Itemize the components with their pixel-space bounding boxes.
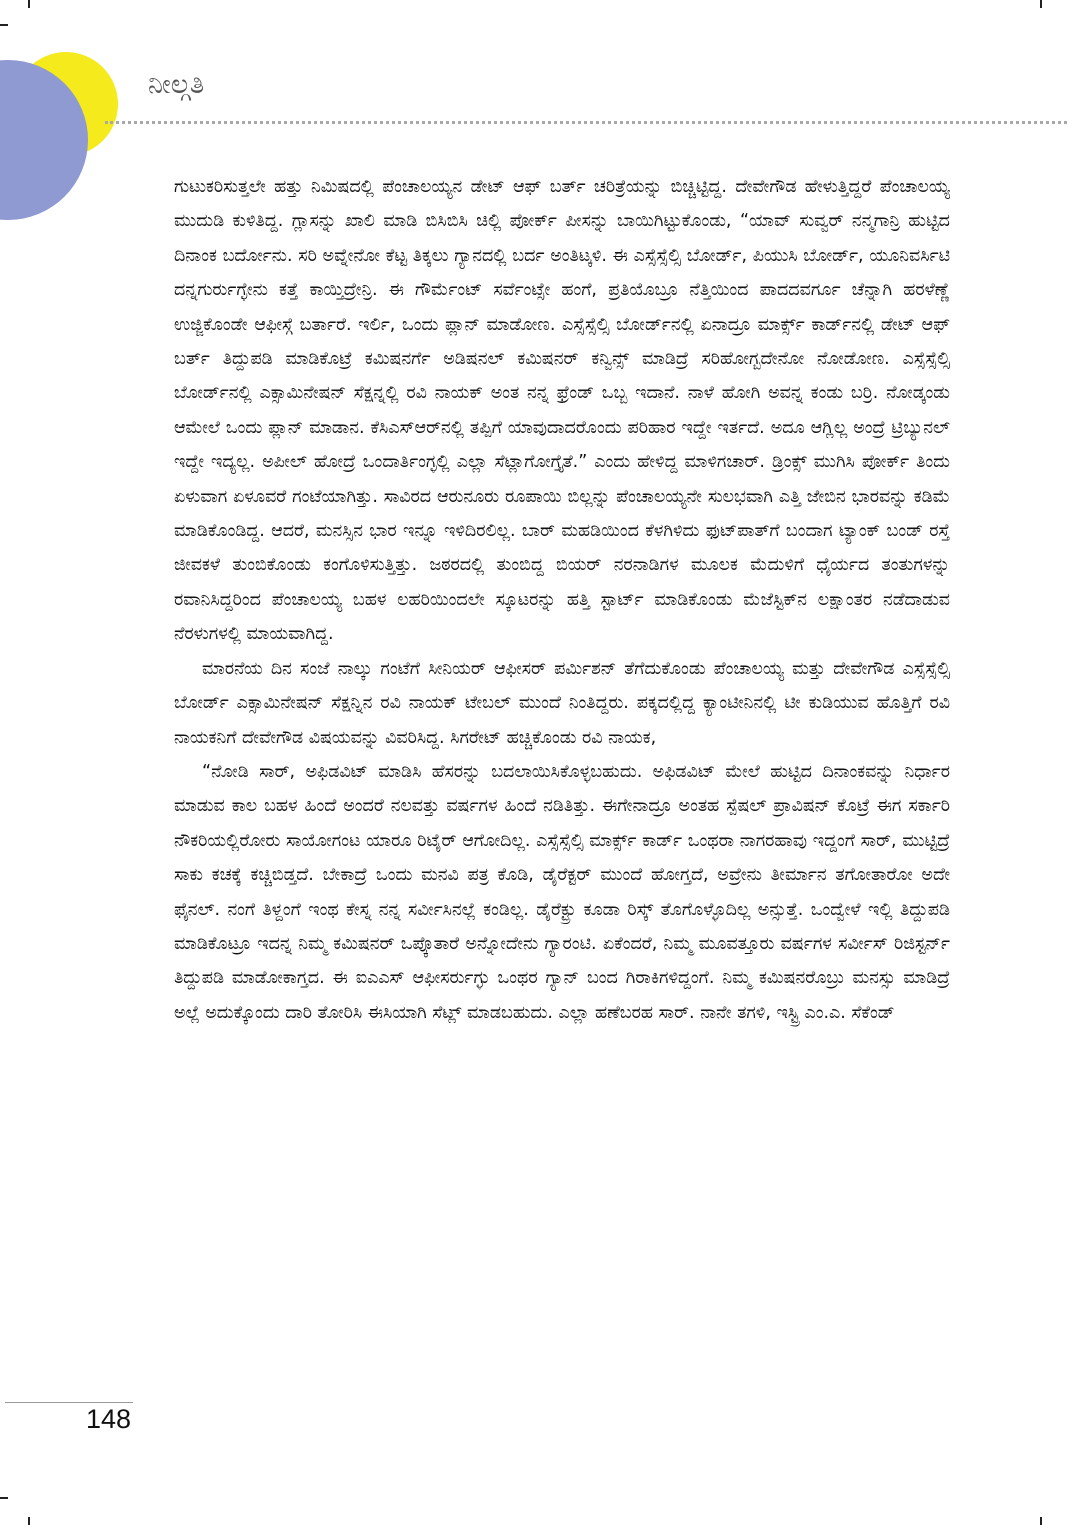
paragraph: “ನೋಡಿ ಸಾರ್, ಅಫಿಡವಿಟ್ ಮಾಡಿಸಿ ಹೆಸರನ್ನು ಬದಲಾಯಿಸಿಕೊಳ್ಳಬಹುದು. ಅಫಿಡವಿಟ್ ಮೇಲೆ ಹುಟ್ಟಿದ ದಿನಾಂಕವನ್ನು ನಿರ್ಧಾರ ಮಾಡುವ ಕಾಲ ಬಹಳ ಹಿಂದೆ ಅಂದರೆ ನಲವತ್ತು ವರ್ಷಗಳ ಹಿಂದೆ ನಡಿತಿತ್ತು. ಈಗೇನಾದ್ರೂ ಅಂತಹ ಸ್ಪೆಷಲ್ ಪ್ರಾವಿಷನ್ ಕೊಟ್ರೆ ಈಗ ಸರ್ಕಾರಿ ನೌಕರಿಯಲ್ಲಿರೋರು ಸಾಯೋಗಂಟ ಯಾರೂ ರಿಟೈರ್ ಆಗೋದಿಲ್ಲ. ಎಸ್ಸೆಸ್ಸೆಲ್ಸಿ ಮಾರ್ಕ್ಸ್ ಕಾರ್ಡ್ ಒಂಥರಾ ನಾಗರಹಾವು ಇದ್ದಂಗೆ ಸಾರ್, ಮುಟ್ಟಿದ್ರೆ ಸಾಕು ಕಚಕ್ಕೆ ಕಚ್ಚಿಬಿಡ್ತದೆ. ಬೇಕಾದ್ರೆ ಒಂದು ಮನವಿ ಪತ್ರ ಕೊಡಿ, ಡೈರೆಕ್ಟರ್ ಮುಂದೆ ಹೋಗ್ತದೆ, ಅವ್ರೇನು ತೀರ್ಮಾನ ತಗೋತಾರೋ ಅದೇ ಫೈನಲ್. ನಂಗೆ ತಿಳ್ದಂಗೆ ಇಂಥ ಕೇಸ್ನ ನನ್ನ ಸರ್ವೀಸಿನಲ್ಲೆ ಕಂಡಿಲ್ಲ. ಡೈರೆಕ್ಟ್ರು ಕೂಡಾ ರಿಸ್ಕ್ ತೊಗೊಳ್ಳೊದಿಲ್ಲ ಅನ್ಸುತ್ತೆ. ಒಂದ್ವೇಳೆ ಇಲ್ಲಿ ತಿದ್ದುಪಡಿ ಮಾಡಿಕೊಟ್ರೂ ಇದನ್ನ ನಿಮ್ಮ ಕಮಿಷನರ್ ಒಪ್ಕೊತಾರೆ ಅನ್ನೋದೇನು ಗ್ಯಾರಂಟಿ. ಏಕೆಂದರೆ, ನಿಮ್ಮ ಮೂವತ್ತೂರು ವರ್ಷಗಳ ಸರ್ವೀಸ್ ರಿಜಿಸ್ಟರ್ನ್ ತಿದ್ದುಪಡಿ ಮಾಡೋಕಾಗ್ತದ. ಈ ಐಎಎಸ್ ಆಫೀಸರ್ರುಗ್ಳು ಒಂಥರ ಗ್ಯಾನ್ ಬಂದ ಗಿರಾಕಿಗಳಿದ್ದಂಗೆ. ನಿಮ್ಮ ಕಮಿಷನರೊಬ್ರು ಮನಸ್ಸು ಮಾಡಿದ್ರೆ ಅಲ್ಲೆ ಅದುಕ್ಕೊಂದು ದಾರಿ ತೋರಿಸಿ ಈಸಿಯಾಗಿ ಸೆಟ್ಲ್ ಮಾಡಬಹುದು. ಎಲ್ಲಾ ಹಣೆಬರಹ ಸಾರ್. ನಾನೇ ತಗಳಿ, ಇಸ್ಟ್ರಿ ಎಂ.ಎ. ಸೆಕೆಂಡ್ xyxy=(174,761,950,1023)
header-dotted-rule xyxy=(105,121,1067,124)
crop-mark xyxy=(28,1517,30,1525)
crop-mark xyxy=(1040,0,1042,8)
body-text xyxy=(174,170,950,1385)
paragraph: ಗುಟುಕರಿಸುತ್ತಲೇ ಹತ್ತು ನಿಮಿಷದಲ್ಲಿ ಪೆಂಚಾಲಯ್ಯನ ಡೇಟ್ ಆಫ್ ಬರ್ತ್ ಚರಿತ್ರೆಯನ್ನು ಬಿಚ್ಚಿಟ್ಟಿದ್ದ. ದೇವೇಗೌಡ ಹೇಳುತ್ತಿದ್ದರೆ ಪೆಂಚಾಲಯ್ಯ ಮುದುಡಿ ಕುಳಿತಿದ್ದ. ಗ್ಲಾಸನ್ನು ಖಾಲಿ ಮಾಡಿ ಬಿಸಿಬಿಸಿ ಚಿಲ್ಲಿ ಪೋರ್ಕ್ ಪೀಸನ್ನು ಬಾಯಿಗಿಟ್ಟುಕೊಂಡು, “ಯಾವ್ ಸುವ್ವರ್ ನನ್ಮಗಾನ್ರಿ ಹುಟ್ಟಿದ ದಿನಾಂಕ ಬರ್ದೋನು. ಸರಿ ಅವ್ನೇನೋ ಕೆಟ್ಟ ತಿಕ್ಕಲು ಗ್ಯಾನದಲ್ಲಿ ಬರ್ದ ಅಂತಿಟ್ಕಳಿ. ಈ ಎಸ್ಸೆಸ್ಸೆಲ್ಸಿ ಬೋರ್ಡ್, ಪಿಯುಸಿ ಬೋರ್ಡ್, ಯೂನಿವರ್ಸಿಟಿ ದನ್ನಗುರ್ರುಗ್ಳೇನು ಕತ್ತೆ ಕಾಯ್ತಿದ್ರೇನ್ರಿ. ಈ ಗೌರ್ಮೆಂಟ್ ಸರ್ವೆಂಟ್ಸೇ ಹಂಗೆ, ಪ್ರತಿಯೊಬ್ರೂ ನೆತ್ತಿಯಿಂದ ಪಾದದವರ್ಗೂ ಚೆನ್ನಾಗಿ ಹರಳೆಣ್ಣೆ ಉಜ್ಜಿಕೊಂಡೇ ಆಫೀಸ್ಗೆ ಬರ್ತಾರೆ. ಇರ್ಲಿ, ಒಂದು ಪ್ಲಾನ್ ಮಾಡೋಣ. ಎಸ್ಸೆಸ್ಸೆಲ್ಸಿ ಬೋರ್ಡ್‌ನಲ್ಲಿ ಏನಾದ್ರೂ ಮಾರ್ಕ್ಸ್ ಕಾರ್ಡ್‌ನಲ್ಲಿ ಡೇಟ್ ಆಫ್ ಬರ್ತ್ ತಿದ್ದುಪಡಿ ಮಾಡಿಕೊಟ್ರೆ ಕಮಿಷನರ್ಗೆ ಅಡಿಷನಲ್ ಕಮಿಷನರ್ ಕನ್ವಿನ್ಸ್ ಮಾಡಿದ್ರೆ ಸರಿಹೋಗ್ಬದೇನೋ ನೋಡೋಣ. ಎಸ್ಸೆಸ್ಸೆಲ್ಸಿ ಬೋರ್ಡ್‌ನಲ್ಲಿ ಎಕ್ಸಾಮಿನೇಷನ್ ಸೆಕ್ಷನ್ನಲ್ಲಿ ರವಿ ನಾಯಕ್ ಅಂತ ನನ್ನ ಫ್ರೆಂಡ್ ಒಬ್ಬ ಇದಾನೆ. ನಾಳೆ ಹೋಗಿ ಅವನ್ನ ಕಂಡು ಬರ್ರಿ. ನೋಡ್ಕಂಡು ಆಮೇಲೆ ಒಂದು ಪ್ಲಾನ್ ಮಾಡಾನ. ಕೆಸಿಎಸ್‌ಆರ್‌ನಲ್ಲಿ ತಪ್ಪಿಗೆ ಯಾವುದಾದರೊಂದು ಪರಿಹಾರ ಇದ್ದೇ ಇರ್ತದೆ. ಅದೂ ಆಗ್ಲಿಲ್ಲ ಅಂದ್ರೆ ಟ್ರಿಬ್ಯುನಲ್ ಇದ್ದೇ ಇದ್ಯಲ್ಲ. ಅಪೀಲ್ ಹೋದ್ರೆ ಒಂದಾರ್ತಿಂಗ್ಳಲ್ಲಿ ಎಲ್ಲಾ ಸೆಟ್ಲಾಗೋಗ್ತೈತೆ.” ಎಂದು ಹೇಳಿದ್ದ ಮಾಳಿಗಚಾರ್. ಡ್ರಿಂಕ್ಸ್ ಮುಗಿಸಿ ಪೋರ್ಕ್ ತಿಂದು ಏಳುವಾಗ ಏಳೂವರೆ ಗಂಟೆಯಾಗಿತ್ತು. ಸಾವಿರದ ಆರುನೂರು ರೂಪಾಯಿ ಬಿಲ್ಲನ್ನು ಪೆಂಚಾಲಯ್ಯನೇ ಸುಲಭವಾಗಿ ಎತ್ತಿ ಜೇಬಿನ ಭಾರವನ್ನು ಕಡಿಮೆ ಮಾಡಿಕೊಂಡಿದ್ದ. ಆದರೆ, ಮನಸ್ಸಿನ ಭಾರ ಇನ್ನೂ ಇಳಿದಿರಲಿಲ್ಲ. ಬಾರ್ ಮಹಡಿಯಿಂದ ಕೆಳಗಿಳಿದು ಫುಟ್‌ಪಾತ್‌ಗೆ ಬಂದಾಗ ಟ್ಯಾಂಕ್ ಬಂಡ್ ರಸ್ತೆ ಜೀವಕಳೆ ತುಂಬಿಕೊಂಡು ಕಂಗೊಳಿಸುತ್ತಿತ್ತು. ಜಠರದಲ್ಲಿ ತುಂಬಿದ್ದ ಬಿಯರ್ ನರನಾಡಿಗಳ ಮೂಲಕ ಮೆದುಳಿಗೆ ಧೈರ್ಯದ ತಂತುಗಳನ್ನು ರವಾನಿಸಿದ್ದರಿಂದ ಪೆಂಚಾಲಯ್ಯ ಬಹಳ ಲಹರಿಯಿಂದಲೇ ಸ್ಕೂಟರನ್ನು ಹತ್ತಿ ಸ್ಟಾರ್ಟ್ ಮಾಡಿಕೊಂಡು ಮೆಜೆಸ್ಟಿಕ್‌ನ ಲಕ್ಷಾಂತರ ನಡೆದಾಡುವ ನೆರಳುಗಳಲ್ಲಿ ಮಾಯವಾಗಿದ್ದ. xyxy=(174,177,950,645)
running-head-title: ನೀಲ್ಗತಿ xyxy=(148,69,205,100)
crop-mark xyxy=(1040,1517,1042,1525)
page-number: 148 xyxy=(86,1404,132,1434)
paragraph: ಮಾರನೆಯ ದಿನ ಸಂಜೆ ನಾಲ್ಕು ಗಂಟೆಗೆ ಸೀನಿಯರ್ ಆಫೀಸರ್ ಪರ್ಮಿಶನ್ ತೆಗೆದುಕೊಂಡು ಪೆಂಚಾಲಯ್ಯ ಮತ್ತು ದೇವೇಗೌಡ ಎಸ್ಸೆಸ್ಸೆಲ್ಸಿ ಬೋರ್ಡ್ ಎಕ್ಸಾಮಿನೇಷನ್ ಸೆಕ್ಷನ್ನಿನ ರವಿ ನಾಯಕ್ ಟೇಬಲ್ ಮುಂದೆ ನಿಂತಿದ್ದರು. ಪಕ್ಕದಲ್ಲಿದ್ದ ಕ್ಯಾಂಟೀನಿನಲ್ಲಿ ಟೀ ಕುಡಿಯುವ ಹೊತ್ತಿಗೆ ರವಿ ನಾಯಕನಿಗೆ ದೇವೇಗೌಡ ವಿಷಯವನ್ನು ವಿವರಿಸಿದ್ದ. ಸಿಗರೇಟ್ ಹಚ್ಚಿಕೊಂಡು ರವಿ ನಾಯಕ, xyxy=(174,658,950,748)
crop-mark xyxy=(28,0,30,8)
crop-mark xyxy=(0,1497,8,1499)
crop-mark xyxy=(0,24,8,26)
